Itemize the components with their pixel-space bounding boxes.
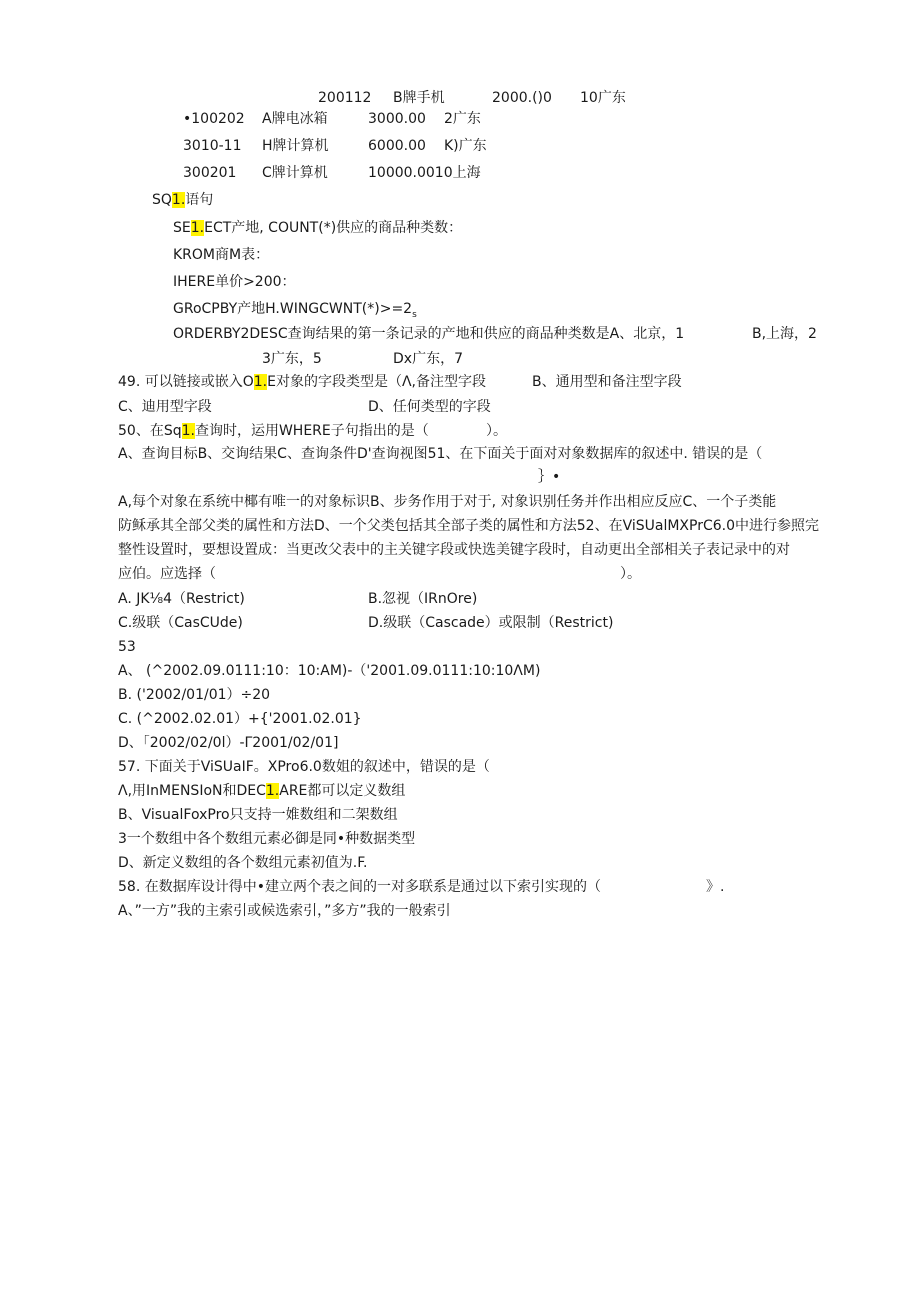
option-c-guangdong: 3广东，5: [262, 351, 322, 367]
sql-where-line: IHERE单价>200：: [173, 274, 296, 290]
question-50: [118, 421, 429, 441]
question-52-option-a: A. JK⅛4（Restrict): [118, 591, 245, 607]
question-53: 53: [118, 639, 136, 655]
question-57-option-a-text-a: Λ,用InMENSIoN和DEC: [118, 783, 266, 799]
question-50-text-b: 查询时，运用WHERE子句指出的是（: [194, 423, 429, 439]
question-53-option-a: A、 (^2002.09.0111:10：10:AM)-（'2001.09.0111:10:10ΛM): [118, 663, 541, 679]
sql-from-line: KROM商M表：: [173, 247, 270, 263]
sql-order-line: ORDERBY2DESC查询结果的第一条记录的产地和供应的商品种类数是A、北京，1: [173, 326, 685, 342]
sql-select-text-b: ECT产地, COUNT(*)供应的商品种类数：: [204, 220, 463, 236]
sql-heading: [152, 190, 213, 210]
table-row-1-price: 2000.()0: [492, 90, 552, 106]
table-row-2-code: •100202: [183, 111, 245, 127]
question-57-option-a-text-b: ARE都可以定义数组: [279, 783, 406, 799]
highlight-mark: 1.: [190, 220, 205, 236]
paragraph-line-4: 应伯。应选择（: [118, 566, 216, 582]
table-row-2-name: A牌电冰箱: [262, 111, 328, 127]
question-57: 57. 下面关于ViSUaIF。XPro6.0数姐的叙述中，错误的是（: [118, 759, 490, 775]
table-row-1-qty-place: 10广东: [580, 90, 626, 106]
sql-select-text-a: SE: [173, 220, 191, 236]
question-58: 58. 在数据库设计得中•建立两个表之间的一对多联系是通过以下索引实现的（: [118, 879, 601, 895]
sql-heading-text-b: 语句: [185, 192, 214, 208]
question-49-text-a: 49. 可以链接或嵌入O: [118, 374, 254, 390]
paragraph-line-1: A,每个对象在系统中椰有唯一的对象标识B、步务作用于对于, 对象识别任务并作出相应反应C、一个子类能: [118, 494, 777, 510]
question-49-text-b: E对象的字段类型是（Λ,备注型字段: [267, 374, 486, 390]
option-d-guangdong: Dx广东，7: [393, 351, 463, 367]
question-57-option-b: B、VisualFoxPro只支持一婎数组和二架数组: [118, 807, 398, 823]
question-52-option-d: D.级联（Cascade）或限制（Restrict): [368, 615, 614, 631]
question-52-option-c: C.级联（CasCUde): [118, 615, 243, 631]
sql-select-line: [173, 218, 462, 238]
sql-heading-text-a: SQ: [152, 192, 172, 208]
question-51-close: ｝•: [538, 469, 561, 485]
question-49-option-b: B、通用型和备注型字段: [532, 374, 682, 390]
question-53-option-c: C. (^2002.02.01）+{'2001.02.01}: [118, 711, 362, 727]
table-row-4-price: 10000.0010上海: [368, 165, 481, 181]
paragraph-line-2: 防稣承其全部父类的属性和方法D、一个父类包括其全部子类的属性和方法52、在ViSUalMXPrC6.0中进行参照完: [118, 518, 820, 534]
highlight-mark: 1.: [181, 423, 195, 439]
table-row-1-code: 200112: [318, 90, 372, 106]
table-row-4-code: 300201: [183, 165, 237, 181]
question-49-option-c: C、迪用型字段: [118, 399, 212, 415]
question-58-close: 》.: [706, 879, 725, 895]
question-49-option-d: D、任何类型的字段: [368, 399, 491, 415]
table-row-3-code: 3010-11: [183, 138, 242, 154]
table-row-1-name: B牌手机: [393, 90, 445, 106]
table-row-2-qty-place: 2广东: [444, 111, 481, 127]
option-b-shanghai: B,上海，2: [752, 326, 817, 342]
sql-group-subscript: s: [412, 309, 417, 320]
question-50-text-a: 50、在Sq: [118, 423, 182, 439]
question-53-option-d: D、「2002/02/0l）-Γ2001/02/01]: [118, 735, 339, 751]
highlight-mark: 1.: [265, 783, 280, 799]
table-row-2-price: 3000.00: [368, 111, 426, 127]
question-57-option-d: D、新定义数组的各个数组元素初值为.F.: [118, 855, 368, 871]
table-row-3-name: H牌计算机: [262, 138, 329, 154]
question-50-options: A、查询目标B、交询结果C、查询条件D'查询视图51、在下面关于面对对象数据库的叙述中. 错误的是（: [118, 446, 763, 462]
highlight-mark: 1.: [171, 192, 186, 208]
paragraph-close: ）。: [620, 566, 641, 582]
question-52-option-b: B.忽视（IRnOre): [368, 591, 478, 607]
question-58-option-a: A、”一方”我的主索引或候选索引，”多方”我的一般索引: [118, 903, 451, 919]
table-row-3-price: 6000.00: [368, 138, 426, 154]
question-50-close: ）。: [486, 423, 507, 439]
highlight-mark: 1.: [253, 374, 268, 390]
question-57-option-a: [118, 781, 405, 801]
table-row-3-qty-place: K)广东: [444, 138, 487, 154]
paragraph-line-3: 整性设置时，要想设置成：当更改父表中的主关键字段或快选美键字段时，自动更出全部相关子表记录中的对: [118, 542, 790, 558]
question-57-option-c: 3一个数组中各个数组元素必御是同•种数据类型: [118, 831, 416, 847]
question-49: [118, 372, 486, 392]
sql-group-text: GRoCPBY产地H.WINGCWNT(*)>=2: [173, 301, 413, 317]
table-row-4-name: C牌计算机: [262, 165, 328, 181]
question-53-option-b: B. ('2002/01/01）÷20: [118, 687, 271, 703]
sql-group-line: [173, 299, 417, 325]
